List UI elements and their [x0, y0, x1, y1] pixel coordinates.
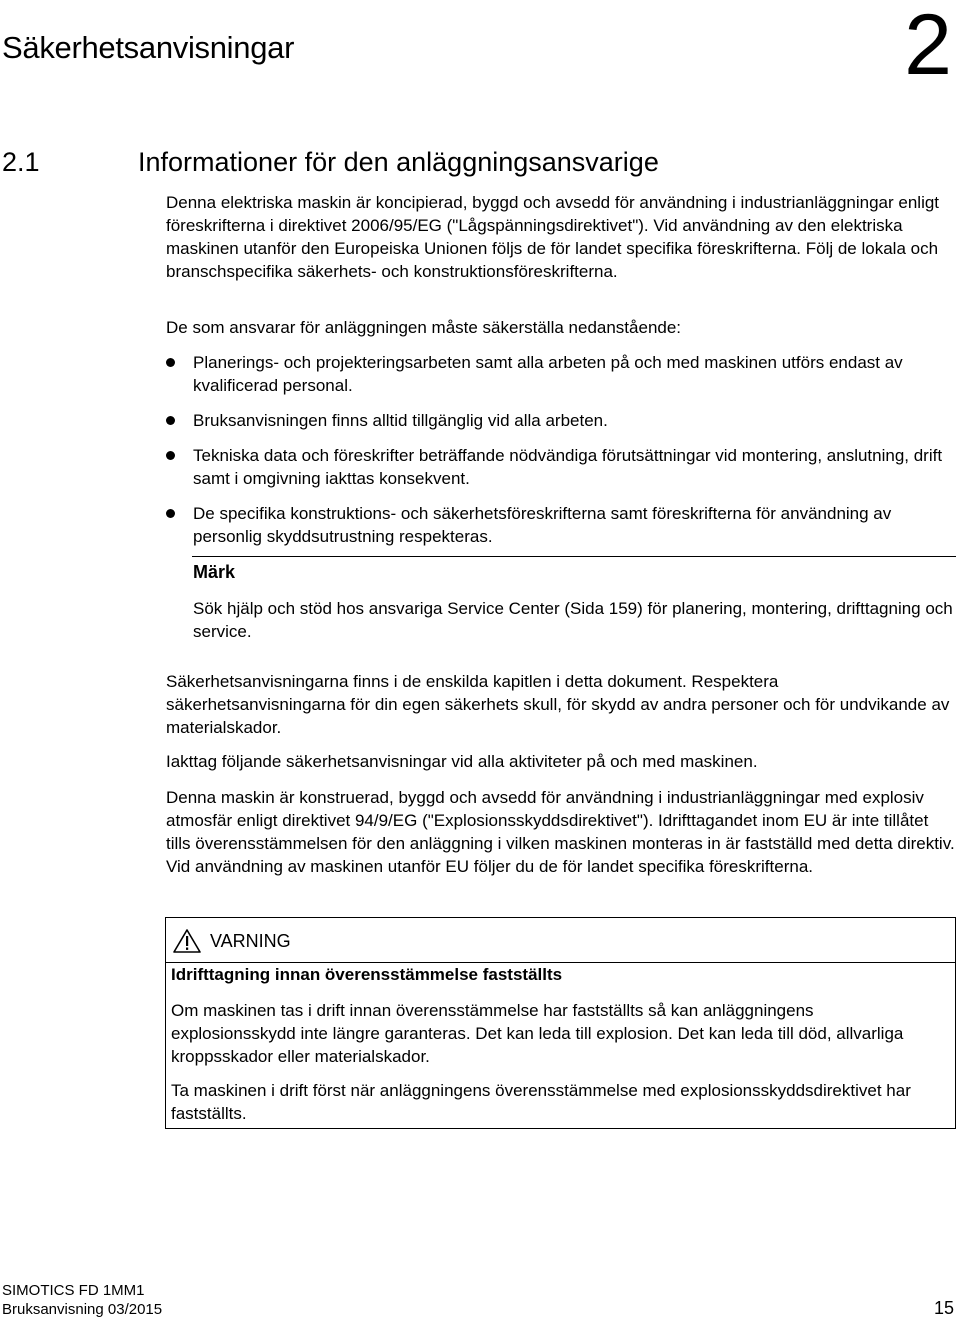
note-title: Märk [193, 562, 236, 582]
footer-manual: Bruksanvisning 03/2015 [2, 1301, 163, 1318]
chapter-number: 2 [904, 0, 952, 93]
footer [2, 1281, 162, 1319]
list-item: Tekniska data och föreskrifter beträffande nödvändiga förutsättningar vid montering, anslutning, drift samt i omgivning iakttas konsekvent. [166, 444, 956, 490]
warning-body-1: Om maskinen tas i drift innan överensstämmelse har fastställts så kan anläggningens explosionsskydd inte längre garanteras. Det kan leda till explosion. Det kan leda till död, allvarliga kroppsskador eller materialskador. [171, 1001, 904, 1066]
note-divider [192, 556, 956, 557]
warning-body-2: Ta maskinen i drift först när anläggningens överensstämmelse med explosionsskyddsdirektivet har fastställts. [171, 1081, 911, 1123]
warning-label: VARNING [210, 930, 291, 951]
list-item: Bruksanvisningen finns alltid tillgänglig vid alla arbeten. [166, 409, 956, 432]
bullet-icon [166, 451, 175, 460]
warning-title: Idrifttagning innan överensstämmelse fastställts [171, 965, 563, 984]
warning-header [172, 928, 291, 954]
warning-triangle-icon [172, 928, 202, 954]
page-number: 15 [933, 1298, 954, 1318]
explosive-paragraph: Denna maskin är konstruerad, byggd och avsedd för användning i industrianläggningar med explosiv atmosfär enligt direktivet 94/9/EG ("Explosionsskyddsdirektivet"). Idrifttagandet inom EU är inte tillåtet tills överensstämmelsen för den anläggning i vilken maskinen monteras in är fastställd med detta direktiv. Vid användning av maskinen utanför EU följer du de för landet specifika föreskrifterna. [166, 788, 955, 876]
note-text: Sök hjälp och stöd hos ansvariga Service Center (Sida 159) för planering, montering, drifttagning och service. [193, 599, 953, 641]
bullet-icon [166, 509, 175, 518]
bullet-icon [166, 358, 175, 367]
bullet-icon [166, 416, 175, 425]
warning-divider [166, 962, 955, 963]
responsible-paragraph: De som ansvarar för anläggningen måste säkerställa nedanstående: [166, 318, 682, 337]
footer-product: SIMOTICS FD 1MM1 [2, 1282, 145, 1299]
section-heading [2, 147, 659, 178]
safety-notes-paragraph: Säkerhetsanvisningarna finns i de enskilda kapitlen i detta dokument. Respektera säkerhetsanvisningarna för din egen säkerhets skull, för skydd av andra personer och för undvikande av materialskador. [166, 672, 950, 737]
intro-paragraph: Denna elektriska maskin är koncipierad, byggd och avsedd för användning i industrianläggningar enligt föreskrifterna i direktivet 2006/95/EG ("Lågspänningsdirektivet"). Vid användning av den elektriska maskinen utanför den Europeiska Unionen följs de för landet specifika föreskrifterna. Följ de lokala och branschspecifika säkerhets- och konstruktionsföreskrifterna. [166, 193, 940, 281]
requirements-list [166, 351, 956, 560]
list-item: De specifika konstruktions- och säkerhetsföreskrifterna samt föreskrifterna för användning av personlig skyddsutrustning respekteras. [166, 502, 956, 548]
chapter-title: Säkerhetsanvisningar [2, 30, 295, 65]
list-item: Planerings- och projekteringsarbeten samt alla arbeten på och med maskinen utförs endast av kvalificerad personal. [166, 351, 956, 397]
section-title: Informationer för den anläggningsansvarige [138, 147, 659, 177]
observe-paragraph: Iakttag följande säkerhetsanvisningar vid alla aktiviteter på och med maskinen. [166, 752, 758, 771]
section-number: 2.1 [2, 147, 40, 177]
